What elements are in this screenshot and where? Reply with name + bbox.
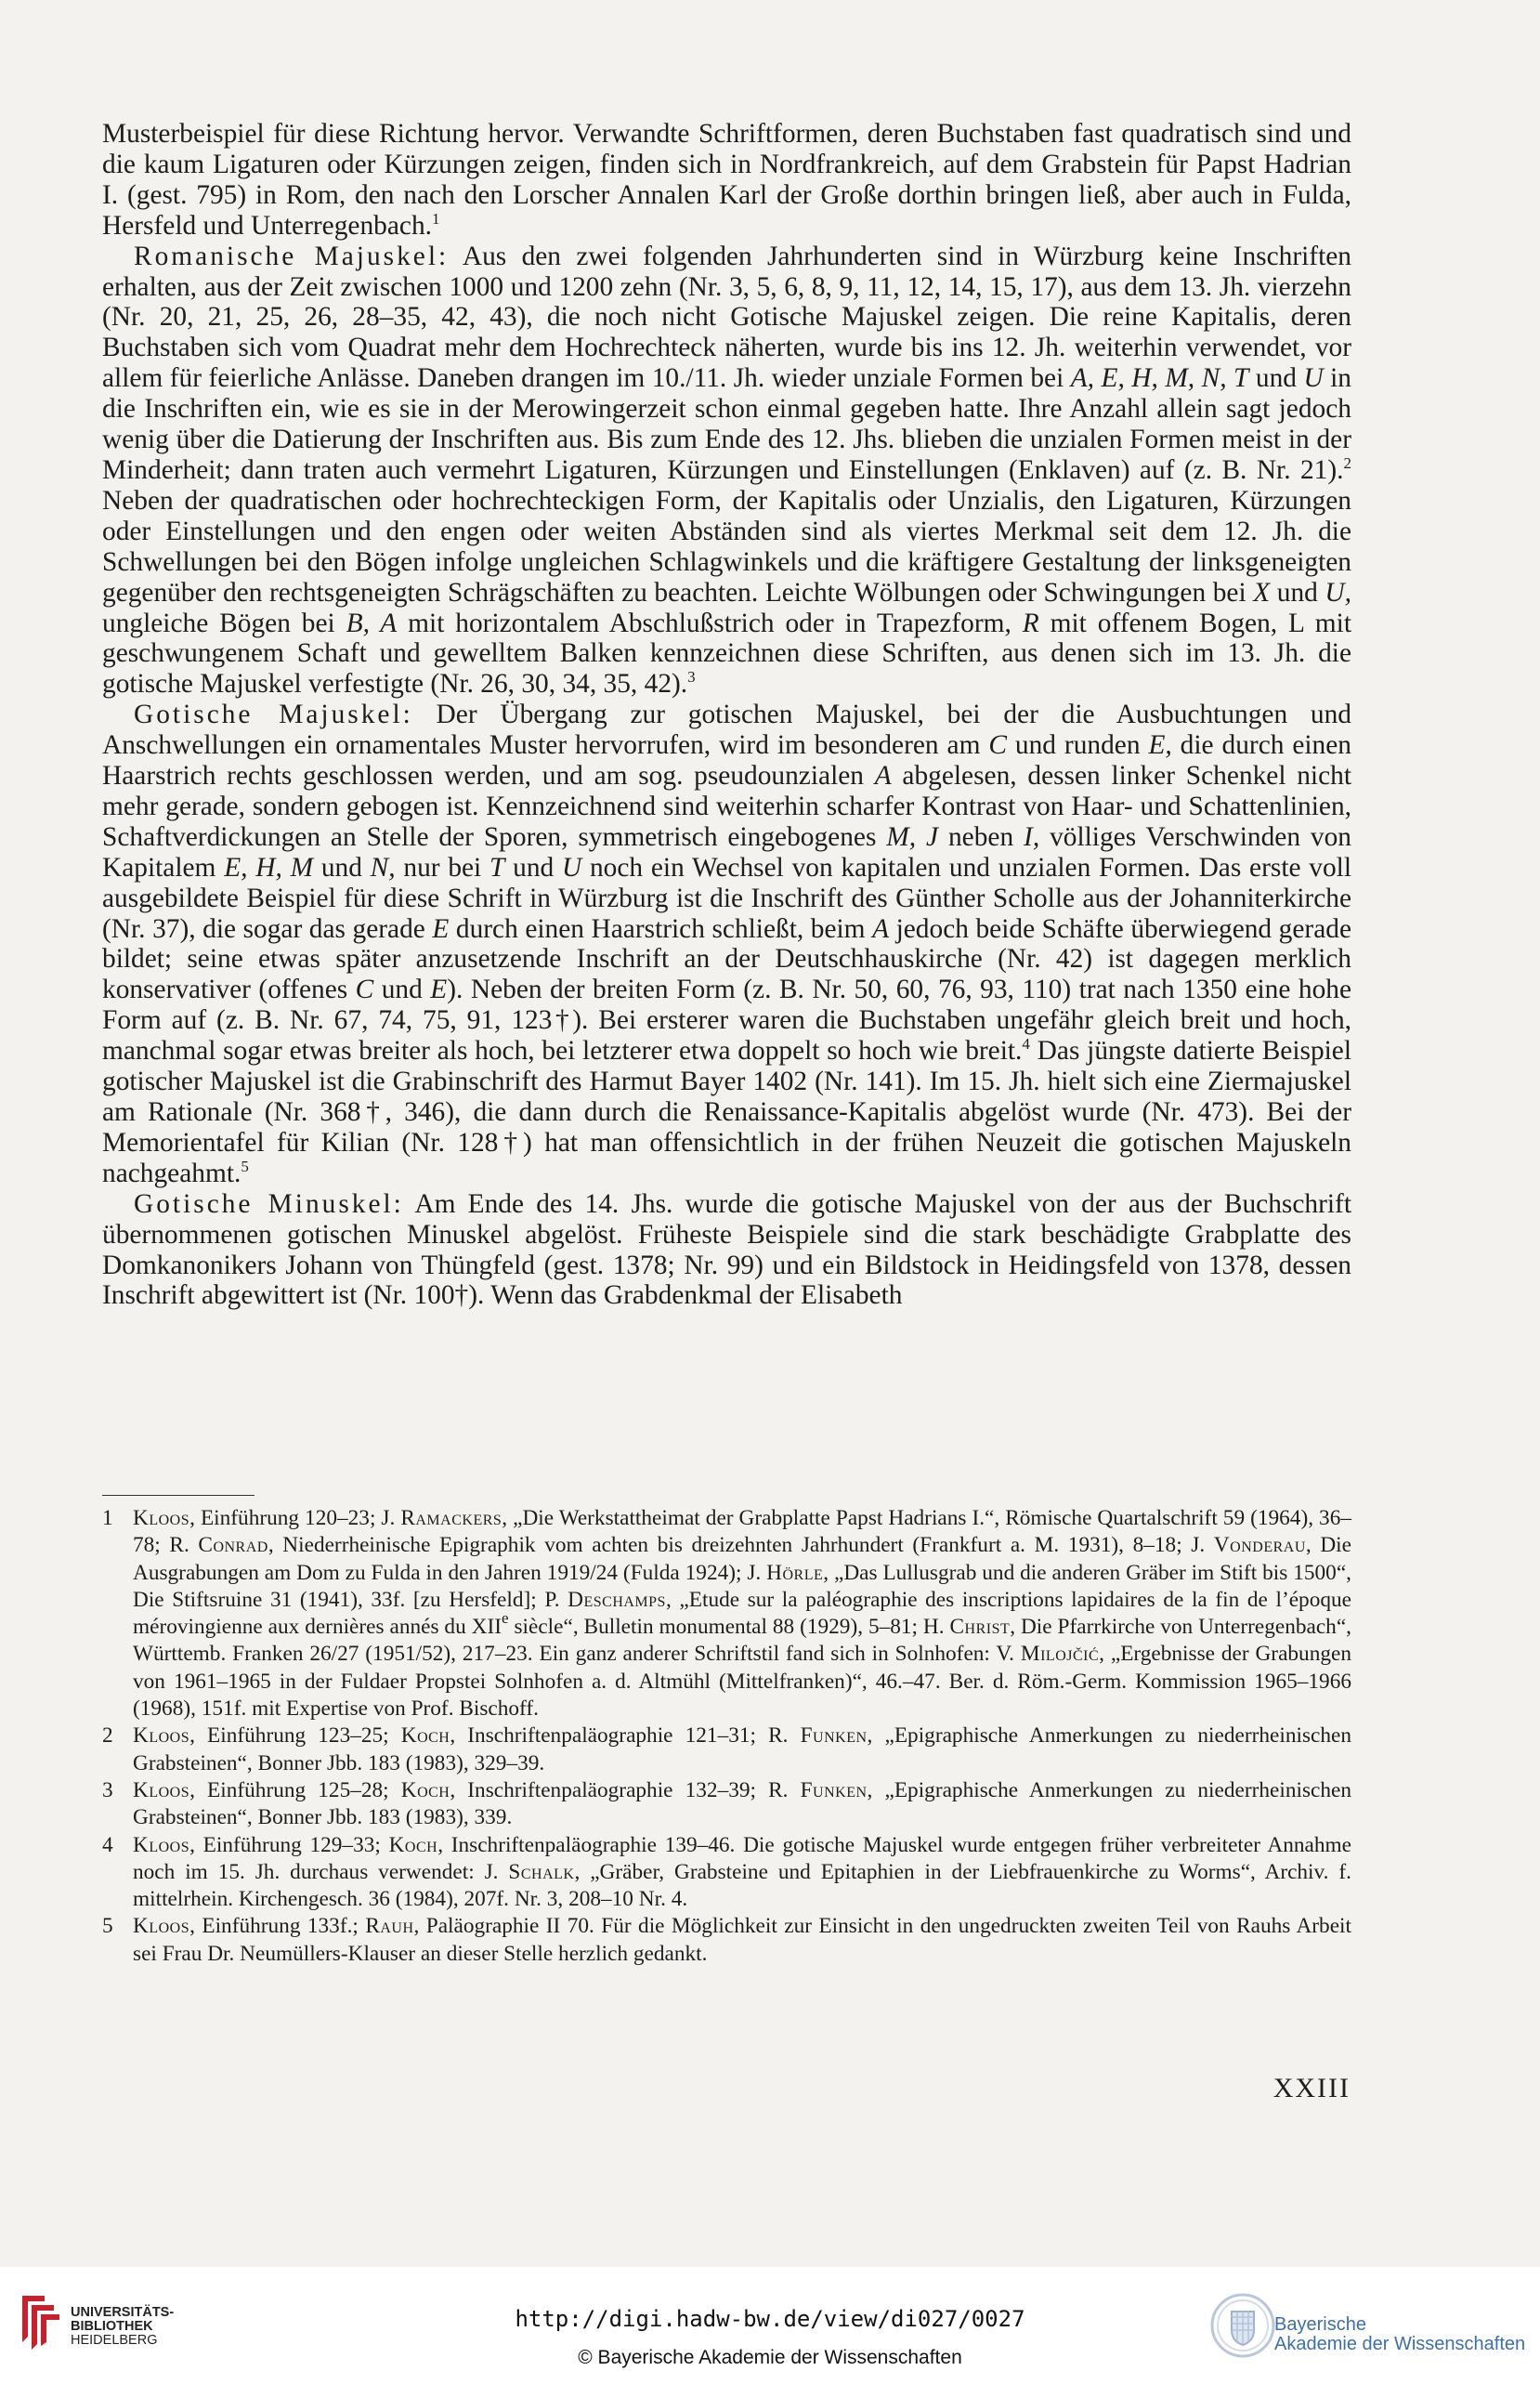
footnote-number: 5 <box>102 1914 113 1939</box>
page-number: XXIII <box>1272 2073 1351 2103</box>
footnote-4: 4 Kloos, Einführung 129–33; Koch, Inschriftenpaläographie 139–46. Die gotische Majuskel wurde entgegen früher verbreiteter Annahme noch im 15. Jh. durchaus verwendet: J. Schalk, „Gräber, Grabsteine und Epitaphien in der Liebfrauenkirche zu Worms“, Archiv. f. mittelrhein. Kirchengesch. 36 (1984), 207f. Nr. 3, 208–10 Nr. 4. <box>102 1832 1351 1912</box>
section-heading-gotische-minuskel: Gotische Minuskel: <box>134 1188 404 1219</box>
footnote-number: 3 <box>102 1777 113 1802</box>
paragraph-gotische-minuskel: Gotische Minuskel: Am Ende des 14. Jhs. wurde die gotische Majuskel von der aus der Buchschrift übernommenen gotischen Minuskel abgelöst. Früheste Beispiele sind die stark beschädigte Grabplatte des Domkanonikers Johann von Thüngfeld (gest. 1378; Nr. 99) und ein Bildstock in Heidingsfeld von 1378, dessen Inschrift abgewittert ist (Nr. 100†). Wenn das Grabdenkmal der Elisabeth <box>102 1188 1351 1311</box>
paragraph-gotische-majuskel: Gotische Majuskel: Der Übergang zur gotischen Majuskel, bei der die Ausbuchtungen und Anschwellungen ein ornamentales Muster hervorrufen, wird im besonderen am C und runden E, die durch einen Haarstrich rechts geschlossen werden, und am sog. pseudounzialen A abgelesen, dessen linker Schenkel nicht mehr gerade, sondern gebogen ist. Kennzeichnend sind weiterhin scharfer Kontrast von Haar- und Schattenlinien, Schaftverdickungen an Stelle der Sporen, symmetrisch eingebogenes M, J neben I, völliges Verschwinden von Kapitalem E, H, M und N, nur bei T und U noch ein Wechsel von kapitalen und unzialen Formen. Das erste voll ausgebildete Beispiel für diese Schrift in Würzburg ist die Inschrift des Günther Scholle aus der Johanniterkirche (Nr. 37), die sogar das gerade E durch einen Haarstrich schließt, beim A jedoch beide Schäfte überwiegend gerade bildet; seine etwas später anzusetzende Inschrift an der Deutschhauskirche (Nr. 42) ist dagegen merklich konservativer (offenes C und E). Neben der breiten Form (z. B. Nr. 50, 60, 76, 93, 110) trat nach 1350 eine hohe Form auf (z. B. Nr. 67, 74, 75, 91, 123†). Bei ersterer waren die Buchstaben ungefähr gleich breit und hoch, manchmal sogar etwas breiter als hoch, bei letzterer etwa doppelt so hoch wie breit.$^4$ Das jüngste datierte Beispiel gotischer Majuskel ist die Grabinschrift des Harmut Bayer 1402 (Nr. 141). Im 15. Jh. hielt sich eine Ziermajuskel am Rationale (Nr. 368†, 346), die dann durch die Renaissance-Kapitalis abgelöst wurde (Nr. 473). Bei der Memorientafel für Kilian (Nr. 128†) hat man offensichtlich in der frühen Neuzeit die gotischen Majuskeln nachgeahmt.$^5$ <box>102 700 1352 1188</box>
footnote-1: 1 Kloos, Einführung 120–23; J. Ramackers, „Die Werkstattheimat der Grabplatte Papst Hadrians I.“, Römische Quartalschrift 59 (1964), 36–78; R. Conrad, Niederrheinische Epigraphik vom achten bis dreizehnten Jahrhundert (Frankfurt a. M. 1931), 8–18; J. Vonderau, Die Ausgrabungen am Dom zu Fulda in den Jahren 1919/24 (Fulda 1924); J. Hörle, „Das Lullusgrab und die anderen Gräber im Stift bis 1500“, Die Stiftsruine 31 (1941), 33f. [zu Hersfeld]; P. Deschamps, „Etude sur la paléographie des inscriptions lapidaires de la fin de l’époque mérovingienne aux dernières annés du XIIe siècle“, Bulletin monumental 88 (1929), 5–81; H. Christ, Die Pfarrkirche von Unterregenbach“, Württemb. Franken 26/27 (1951/52), 217–23. Ein ganz anderer Schriftstil fand sich in Solnhofen: V. Milojčić, „Ergebnisse der Grabungen von 1961–1965 in der Fuldaer Propstei Solnhofen a. d. Altmühl (Mittelfranken)“, 46.–47. Ber. d. Röm.-Germ. Kommission 1965–1966 (1968), 151f. mit Expertise von Prof. Bischoff. <box>102 1506 1351 1722</box>
footnote-ref-4[interactable]: 4 <box>1022 1035 1030 1054</box>
footnote-number: 2 <box>102 1723 113 1749</box>
footnote-ref-2[interactable]: 2 <box>1343 453 1351 472</box>
footnote-number: 4 <box>102 1832 113 1857</box>
footnotes <box>102 1505 1351 1968</box>
copyright-notice: © Bayerische Akademie der Wissenschaften <box>578 2347 962 2368</box>
footnote-divider <box>102 1495 254 1496</box>
footnote-ref-1[interactable]: 1 <box>431 209 440 228</box>
footnote-ref-3[interactable]: 3 <box>687 668 696 687</box>
footnote-2: 2 Kloos, Einführung 123–25; Koch, Inschriftenpaläographie 121–31; R. Funken, „Epigraphische Anmerkungen zu niederrheinischen Grabsteinen“, Bonner Jbb. 183 (1983), 329–39. <box>102 1723 1351 1775</box>
footnote-5: 5 Kloos, Einführung 133f.; Rauh, Paläographie II 70. Für die Möglichkeit zur Einsicht in den ungedruckten zweiten Teil von Rauhs Arbeit sei Frau Dr. Neumüllers-Klauser an dieser Stelle herzlich gedankt. <box>102 1914 1351 1966</box>
academy-name: Bayerische Akademie der Wissenschaften <box>1274 2314 1526 2354</box>
academy-seal-icon[interactable] <box>1209 2289 1276 2362</box>
university-library-name: UNIVERSITÄTS- BIBLIOTHEK HEIDELBERG <box>71 2305 175 2348</box>
paragraph-romanische-majuskel: Romanische Majuskel: Aus den zwei folgenden Jahrhunderten sind in Würzburg keine Inschriften erhalten, aus der Zeit zwischen 1000 und 1200 zehn (Nr. 3, 5, 6, 8, 9, 11, 12, 14, 15, 17), aus dem 13. Jh. vierzehn (Nr. 20, 21, 25, 26, 28–35, 42, 43), die noch nicht Gotische Majuskel zeigen. Die reine Kapitalis, deren Buchstaben sich vom Quadrat mehr dem Hochrechteck näherten, wurde bis ins 12. Jh. weiterhin verwendet, vor allem für feierliche Anlässe. Daneben drangen im 10./11. Jh. wieder unziale Formen bei A, E, H, M, N, T und U in die Inschriften ein, wie es sie in der Merowingerzeit schon einmal gegeben hatte. Ihre Anzahl allein sagt jedoch wenig über die Datierung der Inschriften aus. Bis zum Ende des 12. Jhs. blieben die unzialen Formen meist in der Minderheit; dann traten auch vermehrt Ligaturen, Kürzungen und Einstellungen (Enklaven) auf (z. B. Nr. 21).$^2$ Neben der quadratischen oder hochrechteckigen Form, der Kapitalis oder Unzialis, den Ligaturen, Kürzungen oder Einstellungen und den engen oder weiten Abständen sind als viertes Merkmal seit dem 12. Jh. die Schwellungen bei den Bögen infolge ungleichen Schlagwinkels und die kräftigere Gestaltung der linksgeneigten gegenüber den rechtsgeneigten Schrägschäften zu beachten. Leichte Wölbungen oder Schwingungen bei X und U, ungleiche Bögen bei B, A mit horizontalem Abschlußstrich oder in Trapezform, R mit offenem Bogen, L mit geschwungenem Schaft und gewelltem Balken kennzeichnen diese Schriften, aus denen sich im 13. Jh. die gotische Majuskel verfestigte (Nr. 26, 30, 34, 35, 42).$^3$ <box>102 241 1352 700</box>
footnote-ref-5[interactable]: 5 <box>241 1157 249 1175</box>
section-heading-gotische-majuskel: Gotische Majuskel: <box>134 700 413 730</box>
paragraph-1: Musterbeispiel für diese Richtung hervor. Verwandte Schriftformen, deren Buchstaben fast quadratisch sind und die kaum Ligaturen oder Kürzungen zeigen, finden sich in Nordfrankreich, auf dem Grabstein für Papst Hadrian I. (gest. 795) in Rom, den nach den Lorscher Annalen Karl der Große dorthin bringen ließ, aber auch in Fulda, Hersfeld und Unterregenbach.$^1$ <box>102 119 1351 241</box>
viewer-footer <box>0 2267 1540 2384</box>
section-heading-romanische-majuskel: Romanische Majuskel: <box>134 241 450 271</box>
main-text <box>102 119 1351 1311</box>
permalink-url[interactable]: http://digi.hadw-bw.de/view/di027/0027 <box>515 2306 1025 2332</box>
footnote-3: 3 Kloos, Einführung 125–28; Koch, Inschriftenpaläographie 132–39; R. Funken, „Epigraphische Anmerkungen zu niederrheinischen Grabsteinen“, Bonner Jbb. 183 (1983), 339. <box>102 1777 1351 1830</box>
footnote-number: 1 <box>102 1506 113 1530</box>
